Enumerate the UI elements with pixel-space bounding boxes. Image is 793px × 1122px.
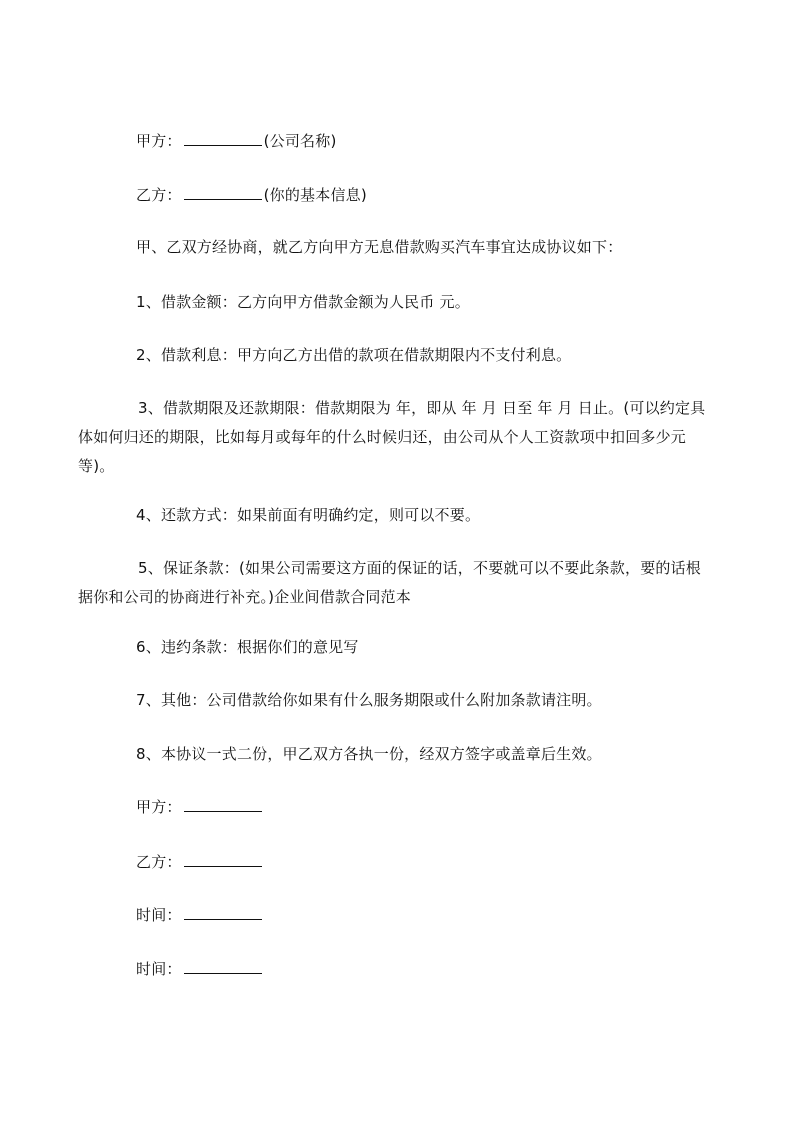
clause-7: 7、其他：公司借款给你如果有什么服务期限或什么附加条款请注明。 [136, 691, 602, 709]
party-a-blank [184, 131, 262, 146]
party-b-note: (你的基本信息) [263, 186, 367, 204]
signature-time-1 [136, 905, 264, 925]
signature-time-2 [136, 959, 264, 979]
clause-1: 1、借款金额：乙方向甲方借款金额为人民币 元。 [136, 293, 470, 311]
clause-3: 3、借款期限及还款期限：借款期限为 年，即从 年 月 日至 年 月 日止。(可以约定具体如何归还的期限，比如每月或每年的什么时候归还，由公司从个人工资款项中扣回多少元等)。 [78, 399, 706, 475]
clause-5: 5、保证条款：(如果公司需要这方面的保证的话，不要就可以不要此条款，要的话根据你和公司的协商进行补充。)企业间借款合同范本 [78, 559, 701, 606]
party-b-line [136, 185, 367, 205]
signature-party-a-label: 甲方： [136, 798, 182, 816]
signature-party-b-blank [184, 852, 262, 867]
party-a-label: 甲方： [136, 132, 182, 150]
signature-time-2-label: 时间： [136, 960, 182, 978]
party-a-note: (公司名称) [263, 132, 337, 150]
signature-time-1-label: 时间： [136, 906, 182, 924]
clause-6: 6、违约条款：根据你们的意见写 [136, 638, 359, 656]
clause-4: 4、还款方式：如果前面有明确约定，则可以不要。 [136, 506, 481, 524]
party-b-label: 乙方： [136, 186, 182, 204]
signature-time-1-blank [184, 905, 262, 920]
intro-paragraph: 甲、乙双方经协商，就乙方向甲方无息借款购买汽车事宜达成协议如下： [136, 238, 623, 256]
signature-time-2-blank [184, 959, 262, 974]
party-b-blank [184, 185, 262, 200]
party-a-line [136, 131, 337, 151]
signature-party-a-blank [184, 797, 262, 812]
clause-2: 2、借款利息：甲方向乙方出借的款项在借款期限内不支付利息。 [136, 346, 572, 364]
clause-8: 8、本协议一式二份，甲乙双方各执一份，经双方签字或盖章后生效。 [136, 745, 602, 763]
signature-party-b-label: 乙方： [136, 853, 182, 871]
signature-party-a [136, 797, 264, 817]
signature-party-b [136, 852, 264, 872]
